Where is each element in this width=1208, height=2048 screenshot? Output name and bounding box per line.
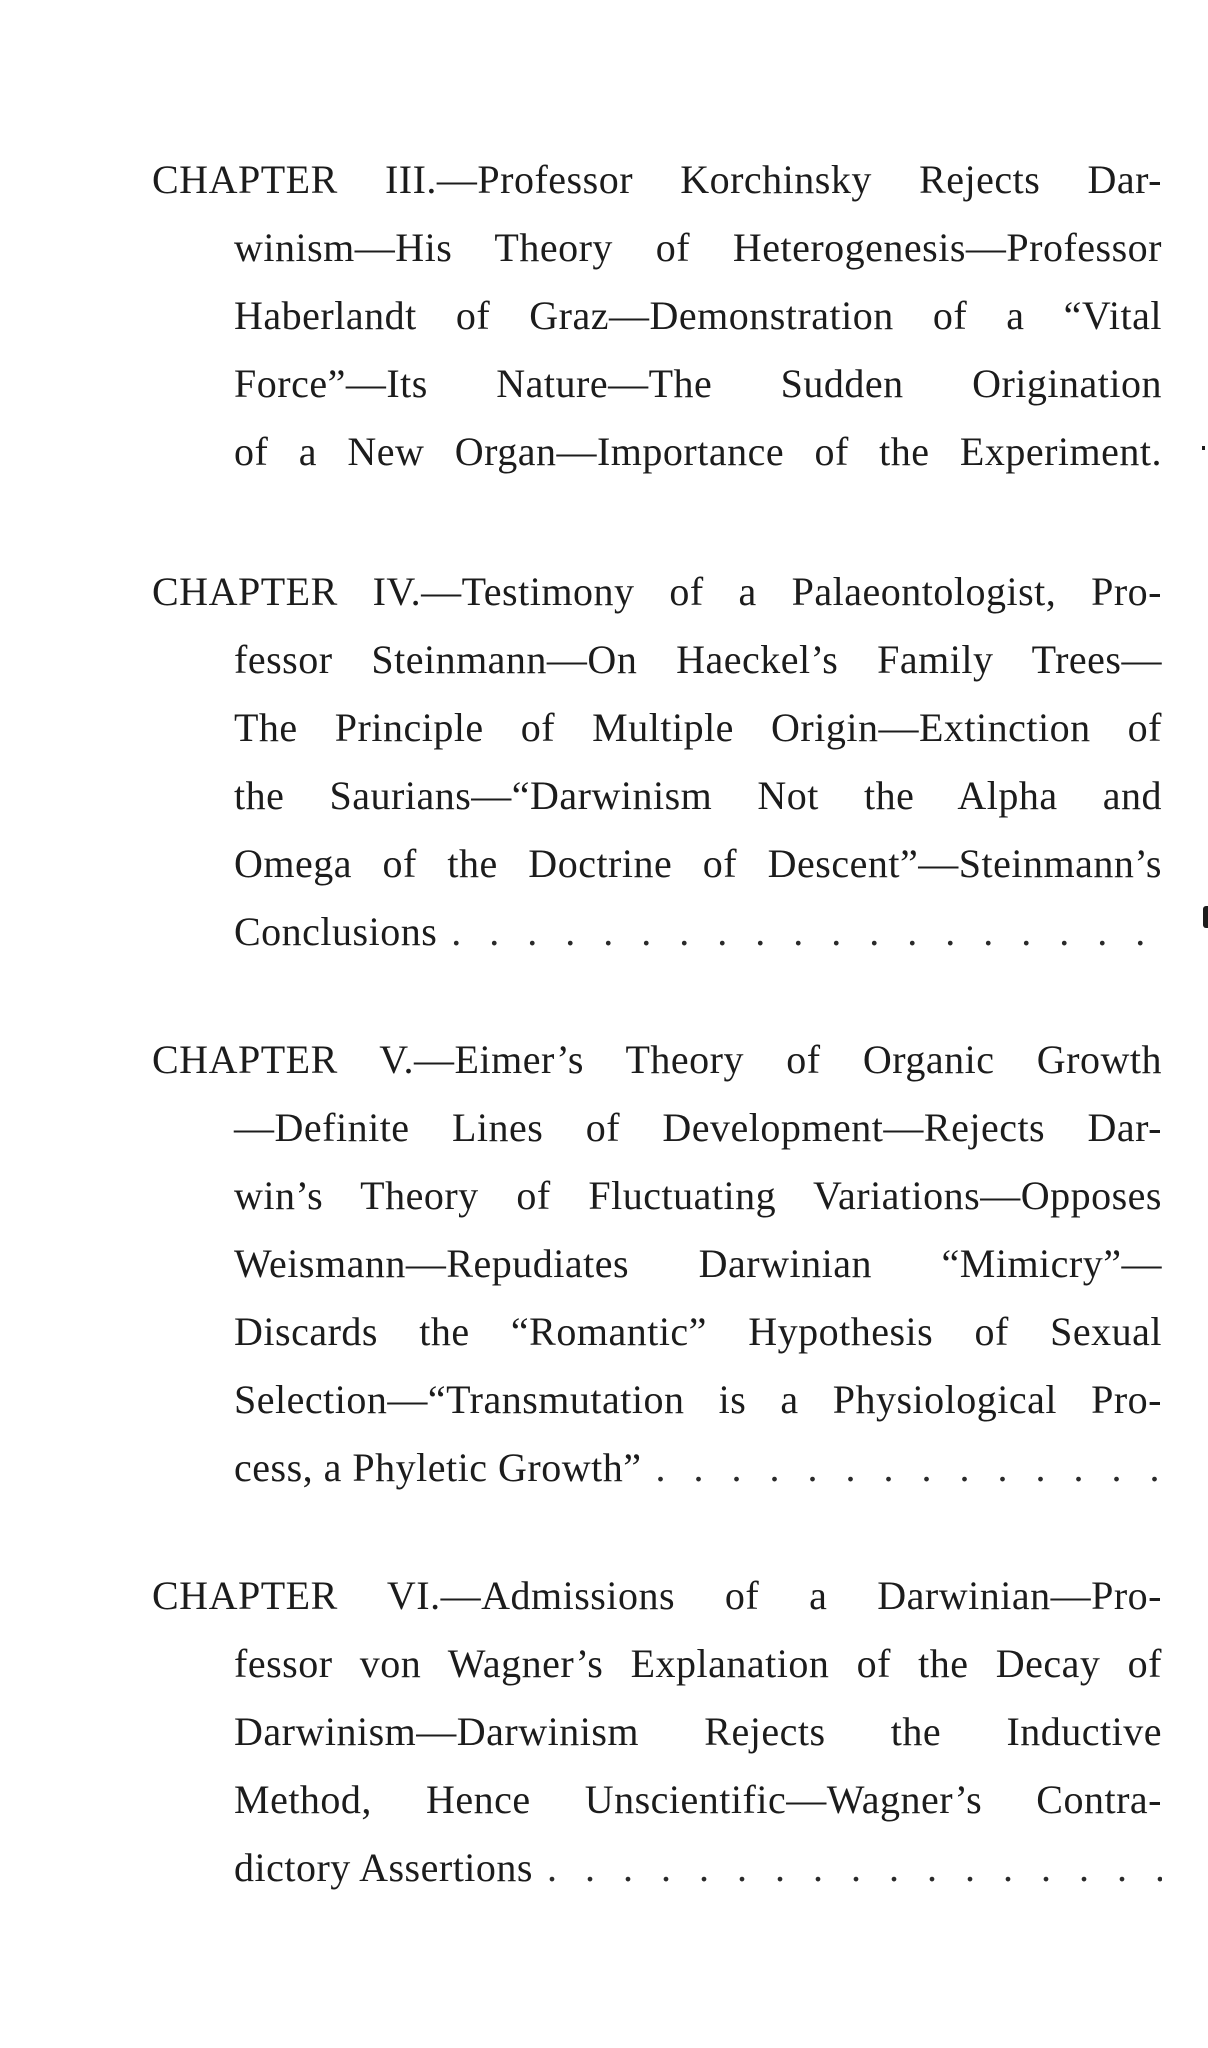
chapter-line-text: dictory Assertions — [234, 1845, 533, 1890]
chapter-line: fessor Steinmann—On Haeckel’s Family Trees— — [234, 637, 1162, 682]
dot-leader — [451, 902, 1162, 962]
chapter-line: CHAPTER V.—Eimer’s Theory of Organic Growth — [152, 1037, 1162, 1082]
chapter-line-text: Conclusions — [234, 909, 438, 954]
dot-leader — [547, 1838, 1162, 1898]
chapter-line: CHAPTER VI.—Admissions of a Darwinian—Pro- — [152, 1573, 1162, 1618]
chapter-line: Darwinism—Darwinism Rejects the Inductive — [234, 1709, 1162, 1754]
chapter-line-with-leader — [234, 1438, 1162, 1498]
scan-edge-mark — [1203, 906, 1208, 928]
scan-edge-mark — [1202, 446, 1205, 450]
chapter-line: The Principle of Multiple Origin—Extinction of — [234, 705, 1162, 750]
chapter-line: fessor von Wagner’s Explanation of the Decay of — [234, 1641, 1162, 1686]
chapter-line: winism—His Theory of Heterogenesis—Professor — [234, 225, 1162, 270]
chapter-line: Selection—“Transmutation is a Physiological Pro- — [234, 1377, 1162, 1422]
chapter-line: Force”—Its Nature—The Sudden Origination — [234, 361, 1162, 406]
chapter-line: of a New Organ—Importance of the Experiment. — [234, 429, 1162, 474]
dot-leader — [655, 1438, 1162, 1498]
chapter-line-with-leader — [234, 1838, 1162, 1898]
chapter-line-with-leader — [234, 902, 1162, 962]
chapter-line-text: cess, a Phyletic Growth” — [234, 1445, 642, 1490]
chapter-line: the Saurians—“Darwinism Not the Alpha and — [234, 773, 1162, 818]
chapter-line: Omega of the Doctrine of Descent”—Steinmann’s — [234, 841, 1162, 886]
chapter-line: Weismann—Repudiates Darwinian “Mimicry”— — [234, 1241, 1162, 1286]
chapter-line: win’s Theory of Fluctuating Variations—Opposes — [234, 1173, 1162, 1218]
chapter-line: Haberlandt of Graz—Demonstration of a “Vital — [234, 293, 1162, 338]
chapter-line: Method, Hence Unscientific—Wagner’s Contra- — [234, 1777, 1162, 1822]
chapter-line: CHAPTER III.—Professor Korchinsky Rejects Dar- — [152, 157, 1162, 202]
chapter-line: —Definite Lines of Development—Rejects Dar- — [234, 1105, 1162, 1150]
chapter-line: Discards the “Romantic” Hypothesis of Sexual — [234, 1309, 1162, 1354]
chapter-line: CHAPTER IV.—Testimony of a Palaeontologist, Pro- — [152, 569, 1162, 614]
